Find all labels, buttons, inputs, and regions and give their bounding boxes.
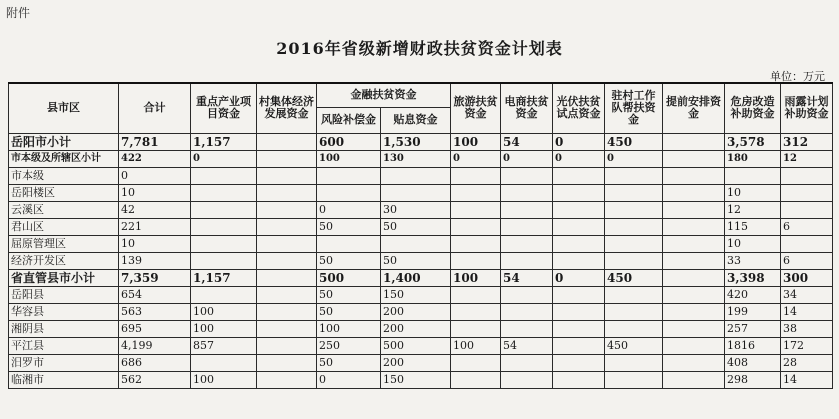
cell-key_industry: 100 bbox=[191, 371, 257, 388]
header-dangerous-house: 危房改造补助资金 bbox=[725, 83, 781, 133]
cell-village bbox=[257, 354, 317, 371]
cell-risk: 100 bbox=[317, 320, 381, 337]
cell-interest: 200 bbox=[381, 303, 451, 320]
table-row bbox=[9, 235, 833, 252]
cell-village bbox=[257, 150, 317, 167]
cell-village bbox=[257, 235, 317, 252]
cell-house: 115 bbox=[725, 218, 781, 235]
header-finance-group: 金融扶贫资金 bbox=[317, 83, 451, 107]
table-row bbox=[9, 252, 833, 269]
cell-pv bbox=[553, 184, 605, 201]
cell-total: 42 bbox=[119, 201, 191, 218]
cell-village bbox=[257, 303, 317, 320]
cell-relocation bbox=[663, 201, 725, 218]
cell-interest: 50 bbox=[381, 252, 451, 269]
cell-house: 10 bbox=[725, 235, 781, 252]
cell-village bbox=[257, 269, 317, 286]
row-label: 岳阳市小计 bbox=[9, 133, 119, 150]
cell-pv: 0 bbox=[553, 269, 605, 286]
cell-team bbox=[605, 201, 663, 218]
cell-risk: 0 bbox=[317, 201, 381, 218]
cell-key_industry bbox=[191, 252, 257, 269]
row-label: 市本级 bbox=[9, 167, 119, 184]
cell-relocation bbox=[663, 167, 725, 184]
row-label: 湘阴县 bbox=[9, 320, 119, 337]
cell-village bbox=[257, 218, 317, 235]
cell-village bbox=[257, 201, 317, 218]
cell-tourism bbox=[451, 201, 501, 218]
table-header bbox=[9, 83, 833, 133]
cell-pv bbox=[553, 201, 605, 218]
cell-total: 686 bbox=[119, 354, 191, 371]
header-tourism: 旅游扶贫资金 bbox=[451, 83, 501, 133]
cell-tourism bbox=[451, 218, 501, 235]
cell-total: 221 bbox=[119, 218, 191, 235]
cell-team bbox=[605, 286, 663, 303]
cell-team: 450 bbox=[605, 269, 663, 286]
cell-house: 298 bbox=[725, 371, 781, 388]
cell-tourism bbox=[451, 354, 501, 371]
cell-rain: 172 bbox=[781, 337, 833, 354]
cell-relocation bbox=[663, 303, 725, 320]
cell-total: 563 bbox=[119, 303, 191, 320]
cell-pv bbox=[553, 286, 605, 303]
cell-interest: 1,530 bbox=[381, 133, 451, 150]
cell-ecommerce bbox=[501, 167, 553, 184]
cell-tourism bbox=[451, 235, 501, 252]
cell-relocation bbox=[663, 218, 725, 235]
cell-team bbox=[605, 320, 663, 337]
cell-interest: 50 bbox=[381, 218, 451, 235]
cell-rain bbox=[781, 167, 833, 184]
cell-tourism bbox=[451, 320, 501, 337]
cell-interest: 500 bbox=[381, 337, 451, 354]
cell-risk bbox=[317, 235, 381, 252]
cell-ecommerce bbox=[501, 303, 553, 320]
cell-house: 257 bbox=[725, 320, 781, 337]
table-row bbox=[9, 286, 833, 303]
cell-key_industry bbox=[191, 201, 257, 218]
header-county: 县市区 bbox=[9, 83, 119, 133]
cell-ecommerce bbox=[501, 286, 553, 303]
cell-rain: 38 bbox=[781, 320, 833, 337]
cell-village bbox=[257, 252, 317, 269]
cell-rain: 312 bbox=[781, 133, 833, 150]
table-row bbox=[9, 133, 833, 150]
cell-team bbox=[605, 167, 663, 184]
cell-risk: 50 bbox=[317, 218, 381, 235]
cell-rain bbox=[781, 201, 833, 218]
cell-house: 420 bbox=[725, 286, 781, 303]
cell-house: 199 bbox=[725, 303, 781, 320]
cell-relocation bbox=[663, 269, 725, 286]
cell-interest bbox=[381, 184, 451, 201]
cell-house: 3,578 bbox=[725, 133, 781, 150]
cell-house: 10 bbox=[725, 184, 781, 201]
funding-table bbox=[8, 82, 833, 389]
cell-tourism bbox=[451, 184, 501, 201]
cell-tourism bbox=[451, 371, 501, 388]
cell-house bbox=[725, 167, 781, 184]
table-row bbox=[9, 167, 833, 184]
cell-key_industry: 1,157 bbox=[191, 133, 257, 150]
cell-tourism: 100 bbox=[451, 337, 501, 354]
cell-key_industry bbox=[191, 218, 257, 235]
cell-ecommerce bbox=[501, 252, 553, 269]
header-interest-sub: 贴息资金 bbox=[381, 107, 451, 133]
cell-house: 12 bbox=[725, 201, 781, 218]
row-label: 君山区 bbox=[9, 218, 119, 235]
cell-relocation bbox=[663, 337, 725, 354]
cell-pv bbox=[553, 252, 605, 269]
row-label: 经济开发区 bbox=[9, 252, 119, 269]
row-label: 市本级及所辖区小计 bbox=[9, 150, 119, 167]
unit-label: 单位：万元 bbox=[770, 70, 825, 83]
cell-team: 450 bbox=[605, 133, 663, 150]
cell-total: 10 bbox=[119, 184, 191, 201]
page-title: 2016年省级新增财政扶贫资金计划表 bbox=[276, 39, 563, 58]
cell-key_industry bbox=[191, 354, 257, 371]
cell-pv bbox=[553, 320, 605, 337]
cell-interest: 1,400 bbox=[381, 269, 451, 286]
cell-total: 654 bbox=[119, 286, 191, 303]
cell-team: 0 bbox=[605, 150, 663, 167]
cell-ecommerce bbox=[501, 371, 553, 388]
cell-village bbox=[257, 286, 317, 303]
cell-ecommerce bbox=[501, 201, 553, 218]
cell-risk: 500 bbox=[317, 269, 381, 286]
cell-key_industry bbox=[191, 286, 257, 303]
cell-interest: 200 bbox=[381, 320, 451, 337]
cell-house: 33 bbox=[725, 252, 781, 269]
cell-total: 7,781 bbox=[119, 133, 191, 150]
cell-interest: 200 bbox=[381, 354, 451, 371]
cell-rain: 12 bbox=[781, 150, 833, 167]
table-row bbox=[9, 337, 833, 354]
cell-pv bbox=[553, 167, 605, 184]
cell-pv bbox=[553, 218, 605, 235]
row-label: 云溪区 bbox=[9, 201, 119, 218]
cell-ecommerce bbox=[501, 320, 553, 337]
header-village-collective: 村集体经济发展资金 bbox=[257, 83, 317, 133]
cell-tourism: 100 bbox=[451, 269, 501, 286]
cell-rain: 6 bbox=[781, 218, 833, 235]
cell-tourism bbox=[451, 167, 501, 184]
cell-tourism bbox=[451, 252, 501, 269]
cell-pv bbox=[553, 354, 605, 371]
cell-ecommerce: 54 bbox=[501, 133, 553, 150]
cell-team: 450 bbox=[605, 337, 663, 354]
table-row bbox=[9, 184, 833, 201]
cell-house: 408 bbox=[725, 354, 781, 371]
cell-village bbox=[257, 184, 317, 201]
cell-pv bbox=[553, 371, 605, 388]
cell-rain: 14 bbox=[781, 303, 833, 320]
cell-team bbox=[605, 235, 663, 252]
cell-ecommerce: 54 bbox=[501, 269, 553, 286]
cell-ecommerce: 0 bbox=[501, 150, 553, 167]
cell-key_industry: 857 bbox=[191, 337, 257, 354]
cell-pv bbox=[553, 303, 605, 320]
cell-risk: 50 bbox=[317, 286, 381, 303]
cell-key_industry bbox=[191, 167, 257, 184]
row-label: 汨罗市 bbox=[9, 354, 119, 371]
cell-relocation bbox=[663, 371, 725, 388]
cell-tourism bbox=[451, 286, 501, 303]
cell-interest: 130 bbox=[381, 150, 451, 167]
header-ecommerce: 电商扶贫资金 bbox=[501, 83, 553, 133]
cell-pv bbox=[553, 337, 605, 354]
cell-rain bbox=[781, 184, 833, 201]
cell-risk: 250 bbox=[317, 337, 381, 354]
cell-total: 4,199 bbox=[119, 337, 191, 354]
cell-village bbox=[257, 371, 317, 388]
cell-tourism: 100 bbox=[451, 133, 501, 150]
header-risk-comp: 风险补偿金 bbox=[317, 107, 381, 133]
header-pv-pilot: 光伏扶贫试点资金 bbox=[553, 83, 605, 133]
cell-interest: 150 bbox=[381, 286, 451, 303]
cell-relocation bbox=[663, 184, 725, 201]
cell-pv: 0 bbox=[553, 133, 605, 150]
cell-risk bbox=[317, 184, 381, 201]
cell-total: 422 bbox=[119, 150, 191, 167]
cell-rain: 28 bbox=[781, 354, 833, 371]
cell-ecommerce bbox=[501, 235, 553, 252]
cell-risk: 50 bbox=[317, 303, 381, 320]
header-key-industry: 重点产业项目资金 bbox=[191, 83, 257, 133]
cell-risk: 600 bbox=[317, 133, 381, 150]
cell-relocation bbox=[663, 354, 725, 371]
cell-key_industry bbox=[191, 184, 257, 201]
cell-interest bbox=[381, 235, 451, 252]
row-label: 省直管县市小计 bbox=[9, 269, 119, 286]
table-row bbox=[9, 201, 833, 218]
cell-interest: 150 bbox=[381, 371, 451, 388]
cell-team bbox=[605, 218, 663, 235]
cell-rain: 14 bbox=[781, 371, 833, 388]
table-row bbox=[9, 320, 833, 337]
cell-house: 3,398 bbox=[725, 269, 781, 286]
cell-village bbox=[257, 337, 317, 354]
cell-village bbox=[257, 133, 317, 150]
cell-risk: 100 bbox=[317, 150, 381, 167]
cell-key_industry bbox=[191, 235, 257, 252]
cell-relocation bbox=[663, 320, 725, 337]
table-row bbox=[9, 150, 833, 167]
cell-total: 10 bbox=[119, 235, 191, 252]
cell-relocation bbox=[663, 235, 725, 252]
cell-total: 139 bbox=[119, 252, 191, 269]
table-row bbox=[9, 218, 833, 235]
cell-total: 695 bbox=[119, 320, 191, 337]
cell-team bbox=[605, 252, 663, 269]
cell-ecommerce bbox=[501, 184, 553, 201]
cell-tourism: 0 bbox=[451, 150, 501, 167]
cell-relocation bbox=[663, 286, 725, 303]
header-relocation: 提前安排资金 bbox=[663, 83, 725, 133]
cell-rain: 34 bbox=[781, 286, 833, 303]
row-label: 临湘市 bbox=[9, 371, 119, 388]
cell-risk bbox=[317, 167, 381, 184]
cell-total: 0 bbox=[119, 167, 191, 184]
cell-interest bbox=[381, 167, 451, 184]
cell-interest: 30 bbox=[381, 201, 451, 218]
header-team: 驻村工作队帮扶资金 bbox=[605, 83, 663, 133]
header-rain-plan: 雨露计划补助资金 bbox=[781, 83, 833, 133]
row-label: 岳阳楼区 bbox=[9, 184, 119, 201]
row-label: 屈原管理区 bbox=[9, 235, 119, 252]
cell-tourism bbox=[451, 303, 501, 320]
cell-pv: 0 bbox=[553, 150, 605, 167]
row-label: 华容县 bbox=[9, 303, 119, 320]
cell-house: 1816 bbox=[725, 337, 781, 354]
cell-team bbox=[605, 184, 663, 201]
cell-risk: 0 bbox=[317, 371, 381, 388]
cell-key_industry: 0 bbox=[191, 150, 257, 167]
cell-village bbox=[257, 320, 317, 337]
cell-ecommerce: 54 bbox=[501, 337, 553, 354]
cell-relocation bbox=[663, 133, 725, 150]
cell-risk: 50 bbox=[317, 252, 381, 269]
cell-total: 7,359 bbox=[119, 269, 191, 286]
cell-key_industry: 100 bbox=[191, 303, 257, 320]
table-row bbox=[9, 371, 833, 388]
cell-risk: 50 bbox=[317, 354, 381, 371]
row-label: 平江县 bbox=[9, 337, 119, 354]
attachment-label: 附件 bbox=[6, 6, 31, 20]
cell-total: 562 bbox=[119, 371, 191, 388]
cell-rain: 300 bbox=[781, 269, 833, 286]
cell-team bbox=[605, 303, 663, 320]
cell-rain: 6 bbox=[781, 252, 833, 269]
table-row bbox=[9, 303, 833, 320]
header-total: 合计 bbox=[119, 83, 191, 133]
row-label: 岳阳县 bbox=[9, 286, 119, 303]
cell-relocation bbox=[663, 252, 725, 269]
table-body bbox=[9, 133, 833, 388]
cell-village bbox=[257, 167, 317, 184]
cell-key_industry: 100 bbox=[191, 320, 257, 337]
cell-ecommerce bbox=[501, 218, 553, 235]
cell-relocation bbox=[663, 150, 725, 167]
cell-key_industry: 1,157 bbox=[191, 269, 257, 286]
table-row bbox=[9, 269, 833, 286]
cell-ecommerce bbox=[501, 354, 553, 371]
cell-team bbox=[605, 354, 663, 371]
cell-rain bbox=[781, 235, 833, 252]
cell-house: 180 bbox=[725, 150, 781, 167]
cell-team bbox=[605, 371, 663, 388]
cell-pv bbox=[553, 235, 605, 252]
table-row bbox=[9, 354, 833, 371]
